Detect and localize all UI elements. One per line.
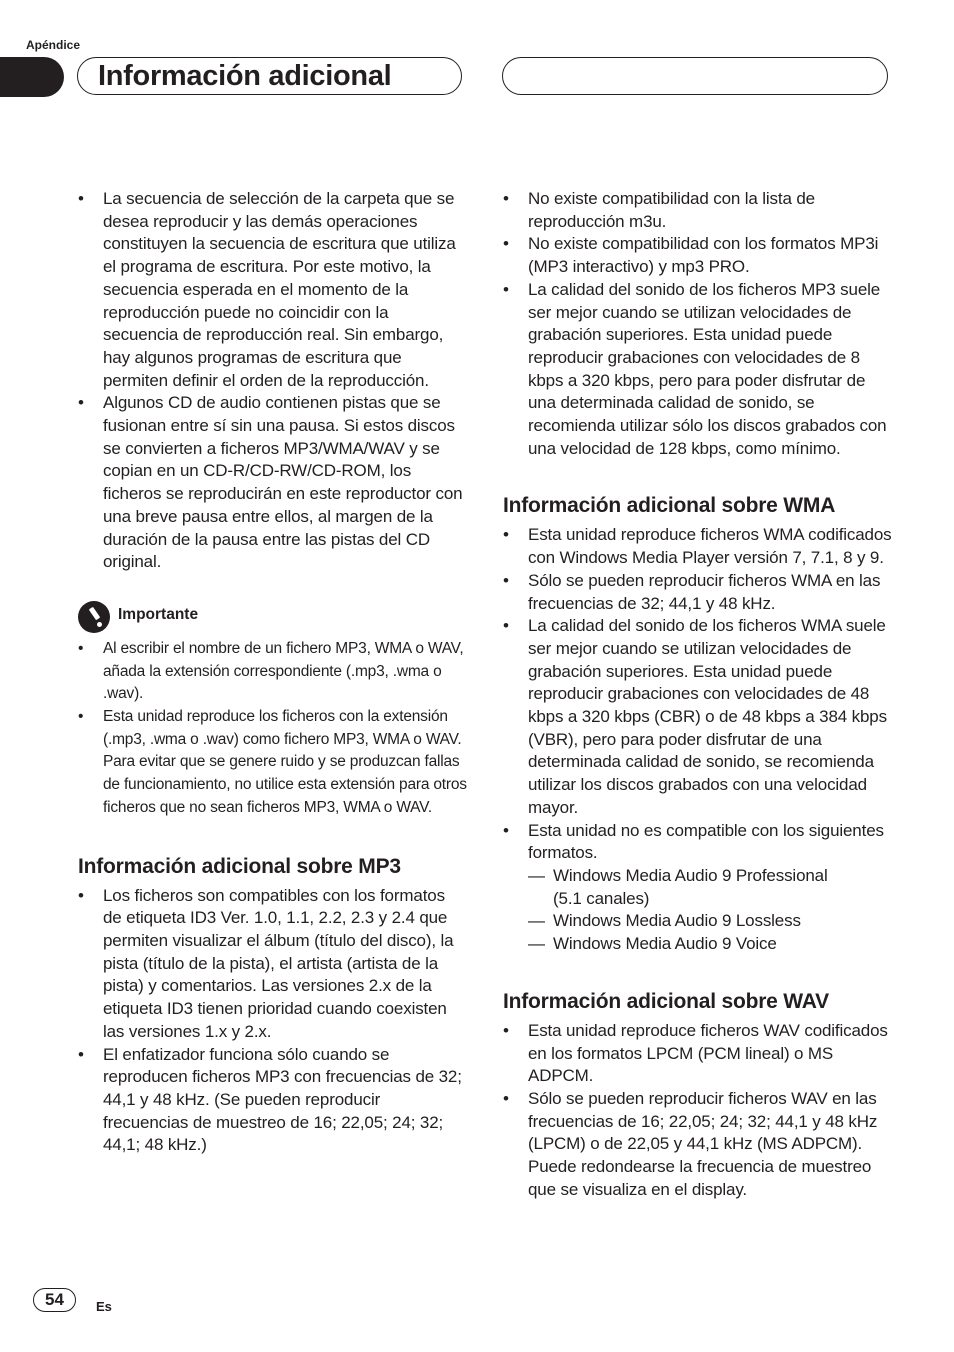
list-item: • Al escribir el nombre de un fichero MP3, WMA o WAV, añada la extensión correspondiente (.mp3, .wma o .wav). (78, 639, 464, 703)
format-item: — Windows Media Audio 9 Professional (528, 865, 828, 885)
list-item: • No existe compatibilidad con los formatos MP3i (MP3 interactivo) y mp3 PRO. (503, 234, 879, 277)
right-intro-list (503, 188, 893, 460)
title-box-right (502, 57, 888, 95)
right-column (503, 188, 893, 1201)
left-column (78, 188, 468, 1157)
important-note-header (78, 601, 468, 635)
list-item: • Esta unidad reproduce ficheros WAV codificados en los formatos LPCM (PCM lineal) o MS ADPCM. (503, 1020, 888, 1086)
wav-list (503, 1020, 893, 1202)
important-list (78, 638, 468, 820)
list-item: • Esta unidad reproduce los ficheros con la extensión (.mp3, .wma o .wav) como fichero MP3, WMA o WAV. Para evitar que se genere ruido y se produzcan fallas de funcionamiento, no utilice esta extensión para otros ficheros que no sean ficheros MP3, WMA o WAV. (78, 708, 467, 816)
wma-list (503, 524, 893, 865)
wma-heading: Información adicional sobre WMA (503, 494, 836, 518)
left-intro-list (78, 188, 468, 574)
language-code: Es (96, 1299, 112, 1314)
wav-heading: Información adicional sobre WAV (503, 989, 829, 1013)
format-item: — Windows Media Audio 9 Voice (528, 934, 777, 954)
list-item: • La calidad del sonido de los ficheros MP3 suele ser mejor cuando se utilizan velocidades de grabación superiores. Esta unidad puede reproducir grabaciones con velocidades de 8 kbps a 320 kbps, pero para poder disfrutar de una determinada calidad de sonido, se recomienda utilizar sólo los discos grabados con una velocidad de 128 kbps, como mínimo. (503, 279, 887, 458)
title-box (77, 57, 462, 95)
section-tab (0, 57, 64, 97)
list-item: • La secuencia de selección de la carpeta que se desea reproducir y las demás operaciones constituyen la secuencia de escritura que utiliza el programa de escritura. Por este motivo, la secuencia esperada en el momento de la reproducción puede no coincidir con la secuencia de reproducción real. Sin embargo, hay algunos programas de escritura que permiten definir el orden de la reproducción. (78, 189, 456, 390)
format-item-cont: (5.1 canales) (553, 888, 650, 908)
section-label: Apéndice (26, 38, 81, 52)
page-title: Información adicional (98, 60, 392, 92)
list-item: • El enfatizador funciona sólo cuando se reproducen ficheros MP3 con frecuencias de 32; 44,1 y 48 kHz. (Se pueden reproducir frecuencias de muestreo de 16; 22,05; 24; 32; 44,1; 48 kHz.) (78, 1044, 462, 1155)
list-item: • No existe compatibilidad con la lista de reproducción m3u. (503, 189, 815, 231)
list-item: • La calidad del sonido de los ficheros WMA suele ser mejor cuando se utilizan velocidades de grabación superiores. Esta unidad puede reproducir grabaciones con velocidades de 48 kbps a 320 kbps (CBR) o de 48 kbps a 384 kbps (VBR), pero para poder disfrutar de una determinada calidad de sonido, se recomienda utilizar los discos grabados con una velocidad mayor. (503, 616, 887, 817)
list-item: • Esta unidad no es compatible con los siguientes formatos. (503, 820, 884, 863)
list-item: • Sólo se pueden reproducir ficheros WAV en las frecuencias de 16; 22,05; 24; 32; 44,1 y 48 kHz (LPCM) o de 22,05 y 44,1 kHz (MS ADPCM). Puede redondearse la frecuencia de muestreo que se visualiza en el display. (503, 1088, 878, 1199)
important-label: Importante (118, 605, 199, 623)
mp3-list (78, 885, 468, 1157)
list-item: • Algunos CD de audio contienen pistas que se fusionan entre sí sin una pausa. Si estos discos se convierten a ficheros MP3/WMA/WAV y se copian en un CD-R/CD-RW/CD-ROM, los ficheros se reproducirán en este reproductor con una breve pausa entre ellos, al margen de la duración de la pausa entre las pistas del CD original. (78, 393, 463, 572)
format-item: — Windows Media Audio 9 Lossless (528, 911, 801, 931)
list-item: • Los ficheros son compatibles con los formatos de etiqueta ID3 Ver. 1.0, 1.1, 2.2, 2.3 y 2.4 que permiten visualizar el álbum (título del disco), la pista (título de la pista), el artista (artista de la pista) y comentarios. Las versiones 2.x de la etiqueta ID3 tienen prioridad cuando coexisten las versiones 1.x y 2.x. (78, 885, 454, 1041)
list-item: • Esta unidad reproduce ficheros WMA codificados con Windows Media Player versión 7, 7.1, 8 y 9. (503, 525, 892, 568)
important-icon (78, 601, 110, 633)
list-item: • Sólo se pueden reproducir ficheros WMA en las frecuencias de 32; 44,1 y 48 kHz. (503, 570, 881, 613)
mp3-heading: Información adicional sobre MP3 (78, 854, 401, 878)
page-number: 54 (33, 1288, 76, 1312)
